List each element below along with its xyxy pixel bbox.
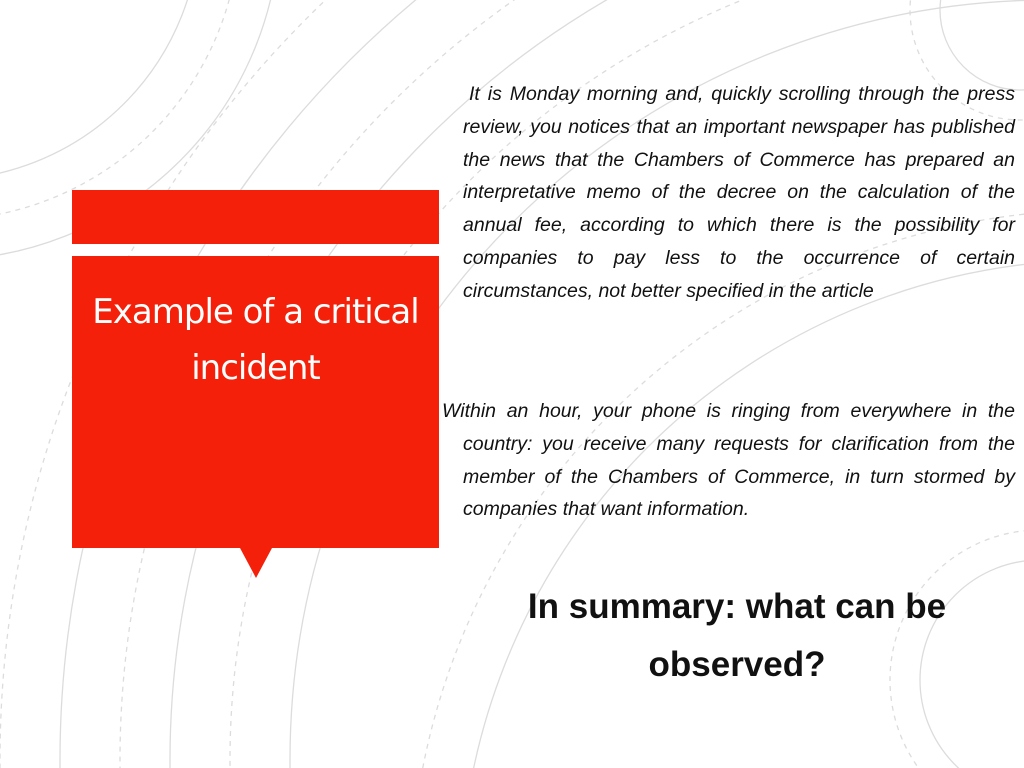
incident-paragraph-2: Within an hour, your phone is ringing from everywhere in the country: you receive many requests for clarification from the member of the Chambers of Commerce, in turn stormed by companies that want information. [442,400,1015,521]
accent-bar [72,190,439,244]
slide-title: Example of a critical incident [92,292,419,388]
callout-pointer [240,548,272,578]
incident-paragraph-1: It is Monday morning and, quickly scrolling through the press review, you notices that an important newspaper has published the news that the Chambers of Commerce has prepared an interpretative memo of the decree on the calculation of the annual fee, according to which there is the possibility for companies to pay less to the occurrence of certain circumstances, not better specified in the article [463,83,1015,302]
summary-question: In summary: what can be observed? [527,587,947,684]
